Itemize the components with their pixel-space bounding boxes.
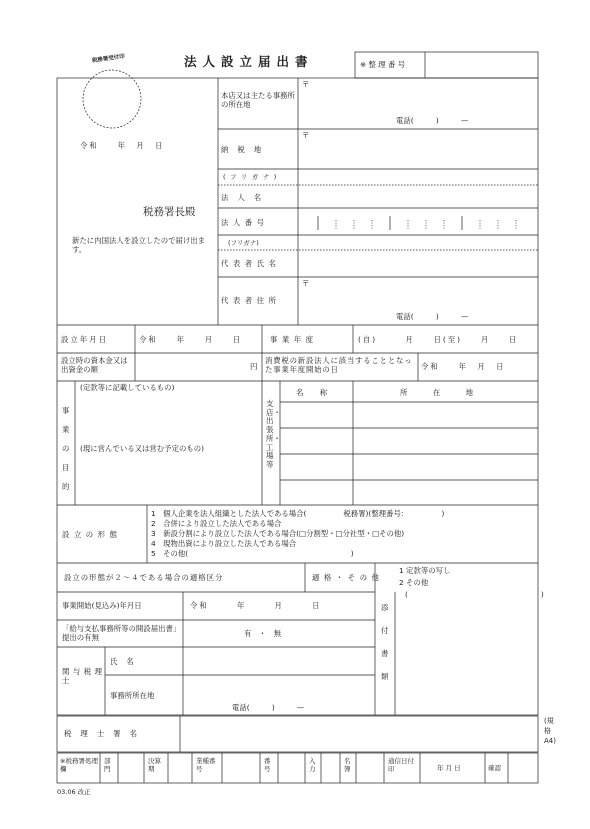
payroll-office-label: 「給与支払事務所等の開設届出書」提出の有無 <box>62 624 181 643</box>
qualification-label: 設立の形態が２～４である場合の適格区分 <box>64 573 224 582</box>
addressee: 税務署長殿 <box>143 206 196 218</box>
formation-type-label: 設立の形態 <box>62 530 122 539</box>
office-col-number: 番号 <box>264 757 271 774</box>
attachment-1[interactable]: 1 定款等の写し <box>399 566 451 575</box>
rep-address-label: 代表者住所 <box>221 296 281 305</box>
corp-number-label: 法人番号 <box>221 218 269 227</box>
hq-postal-mark: 〒 <box>302 80 310 89</box>
establishment-date[interactable]: 令和 年 月 日 <box>139 335 243 344</box>
tax-place-postal-mark: 〒 <box>302 131 310 140</box>
form-title: 法人設立届出書 <box>184 54 314 69</box>
corp-name-label: 法人名 <box>221 193 271 202</box>
qualification-value[interactable]: 適格・その他 <box>312 573 384 582</box>
rep-name-label: 代表者氏名 <box>221 259 281 268</box>
tax-accountant-name-label: 氏名 <box>110 657 143 666</box>
declaration-text: 新たに内国法人を設立したので届け出ます。 <box>72 236 206 255</box>
tax-accountant-phone[interactable]: 電話( ) — <box>232 703 305 712</box>
reference-number-label: ※ 整 理 番 号 <box>360 60 406 69</box>
office-col-input: 入力 <box>309 757 316 774</box>
payroll-office-value[interactable]: 有 ・ 無 <box>244 629 281 638</box>
fiscal-year-value[interactable]: (自) 月 日(至) 月 日 <box>358 335 519 344</box>
formation-option-3[interactable]: 3 新設分割により設立した法人である場合(□分割型・□分社型・□その他) <box>151 529 405 538</box>
stamp-label: 税務署受付印 <box>91 53 126 65</box>
revision-footer: 03.06 改正 <box>57 788 91 796</box>
paper-size-note: (規格A4) <box>544 717 556 745</box>
hq-phone[interactable]: 電話( ) — <box>396 116 469 125</box>
branch-location-header: 所 在 地 <box>400 388 482 397</box>
reference-number-field[interactable] <box>427 54 535 76</box>
rep-phone[interactable]: 電話( ) — <box>396 312 469 321</box>
purpose-articles-note: (定款等に記載しているもの) <box>80 383 175 392</box>
purpose-current-note: (現に営んでいる又は営む予定のもの) <box>80 444 205 453</box>
business-start-date[interactable]: 令和 年 月 日 <box>190 601 322 610</box>
office-col-confirm: 確認 <box>488 764 501 772</box>
hq-address-label: 本店又は主たる事務所の所在地 <box>221 91 295 110</box>
office-col-year-month-day: 年 月 日 <box>437 764 461 772</box>
signature-field[interactable] <box>182 718 536 750</box>
formation-option-5[interactable]: 5 その他( ) <box>151 549 354 558</box>
rep-postal-mark: 〒 <box>302 279 310 288</box>
business-purpose-label: 事業の目的 <box>62 406 70 491</box>
office-col-register: 名簿 <box>344 757 351 774</box>
capital-unit: 円 <box>250 362 258 371</box>
office-col-closing: 決算期 <box>148 757 161 774</box>
office-col-date-stamp: 通信日付印 <box>388 757 414 774</box>
furigana-label-2: (フリガナ) <box>228 239 259 247</box>
business-start-label: 事業開始(見込み)年月日 <box>62 601 142 610</box>
branch-name-header: 名 称 <box>296 388 332 397</box>
furigana-label-1: (フリガナ) <box>223 173 281 181</box>
attachment-other-paren[interactable]: ( ) <box>405 590 544 599</box>
office-col-department: 部門 <box>104 757 111 774</box>
consumption-tax-label: 消費税の新設法人に該当することとなった事業年度開始の日 <box>265 356 413 375</box>
formation-option-4[interactable]: 4 現物出資により設立した法人である場合 <box>151 539 297 548</box>
office-use-label: ※税務署処理欄 <box>60 757 98 774</box>
capital-label: 設立時の資本金又は出資金の額 <box>61 356 128 375</box>
tax-accountant-office-label: 事務所所在地 <box>110 691 155 700</box>
formation-option-1[interactable]: 1 個人企業を法人組織とした法人である場合( 税務署)(整理番号： ) <box>151 509 445 518</box>
fiscal-year-label: 事業年度 <box>270 335 318 344</box>
formation-option-2[interactable]: 2 合併により設立した法人である場合 <box>151 519 282 528</box>
attachment-2[interactable]: 2 その他 <box>399 578 429 587</box>
establishment-date-label: 設立年月日 <box>61 335 108 344</box>
tax-payment-place-label: 納税地 <box>221 145 271 154</box>
attachments-label: 添付書類 <box>381 603 389 681</box>
tax-accountant-label: 関与税理士 <box>62 667 106 686</box>
tax-accountant-signature-label: 税理士署名 <box>64 729 146 738</box>
branch-offices-label: 支店・出張所・工場等 <box>266 399 281 469</box>
office-col-industry: 業種番号 <box>196 757 216 774</box>
submission-date[interactable]: 令和 年 月 日 <box>80 141 165 150</box>
consumption-tax-date[interactable]: 令和 年 月 日 <box>421 362 506 371</box>
